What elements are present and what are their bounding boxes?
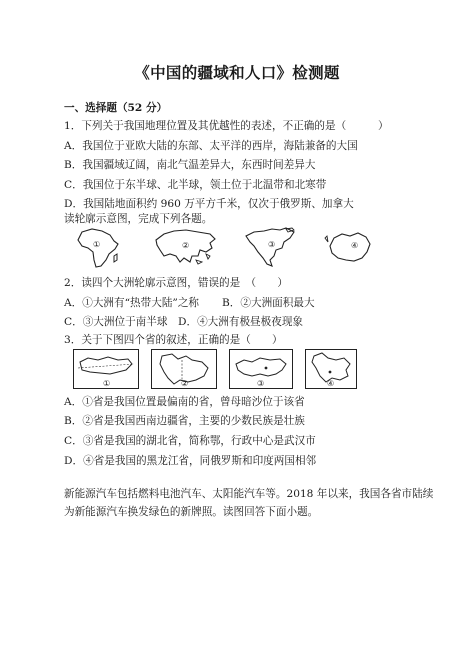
continent-outline-figures [66, 226, 386, 270]
q2-option-a: A．①大洲有“热带大陆”之称 [64, 297, 200, 309]
section-heading: 一、选择题（52 分） [64, 102, 168, 114]
passage-line-1: 新能源汽车包括燃料电池汽车、太阳能汽车等。2018 年以来，我国各省市陆续 [64, 488, 434, 500]
passage-line-2: 为新能源汽车换发绿色的新牌照。读图回答下面小题。 [64, 506, 319, 518]
continent-label: ② [182, 241, 190, 250]
continent-label: ③ [268, 240, 276, 249]
q1-option-a: A．我国位于亚欧大陆的东部、太平洋的西岸，海陆兼备的大国 [64, 140, 358, 152]
q3-option-c: C．③省是我国的湖北省，简称鄂，行政中心是武汉市 [64, 435, 316, 447]
continent-label: ① [93, 240, 101, 249]
q1-stem: 1．下列关于我国地理位置及其优越性的表述，不正确的是（ ） [64, 120, 389, 132]
antarctica-outline [324, 228, 374, 268]
q1-option-d: D．我国陆地面积约 960 万平方千米，仅次于俄罗斯、加拿大 [64, 198, 354, 210]
province-label: ④ [327, 379, 335, 388]
document-title: 《中国的疆域和人口》检测题 [134, 63, 340, 82]
continent-label: ④ [351, 241, 359, 250]
q3-option-d: D．④省是我国的黑龙江省，同俄罗斯和印度两国相邻 [64, 455, 317, 467]
province-label: ② [181, 379, 189, 388]
q1-option-b: B．我国疆域辽阔，南北气温差异大，东西时间差异大 [64, 159, 316, 171]
province-label: ③ [257, 379, 265, 388]
q2-option-b: B．②大洲面积最大 [222, 297, 315, 309]
continent-intro: 读轮廓示意图，完成下列各题。 [64, 213, 213, 225]
province-outline-figures [73, 349, 353, 391]
q1-option-c: C．我国位于东半球、北半球，领土位于北温带和北寒带 [64, 179, 327, 191]
q3-option-b: B．②省是我国西南边疆省，主要的少数民族是壮族 [64, 415, 305, 427]
q2-option-d: D．④大洲有极昼极夜现象 [178, 316, 304, 328]
province-label: ① [103, 379, 111, 388]
q3-stem: 3．关于下图四个省的叙述，正确的是（ ） [64, 334, 283, 346]
q3-option-a: A．①省是我国位置最偏南的省，曾母暗沙位于该省 [64, 396, 305, 408]
q2-option-c: C．③大洲位于南半球 [64, 316, 168, 328]
q2-stem: 2．读四个大洲轮廓示意图，错误的是 （ ） [64, 277, 288, 289]
